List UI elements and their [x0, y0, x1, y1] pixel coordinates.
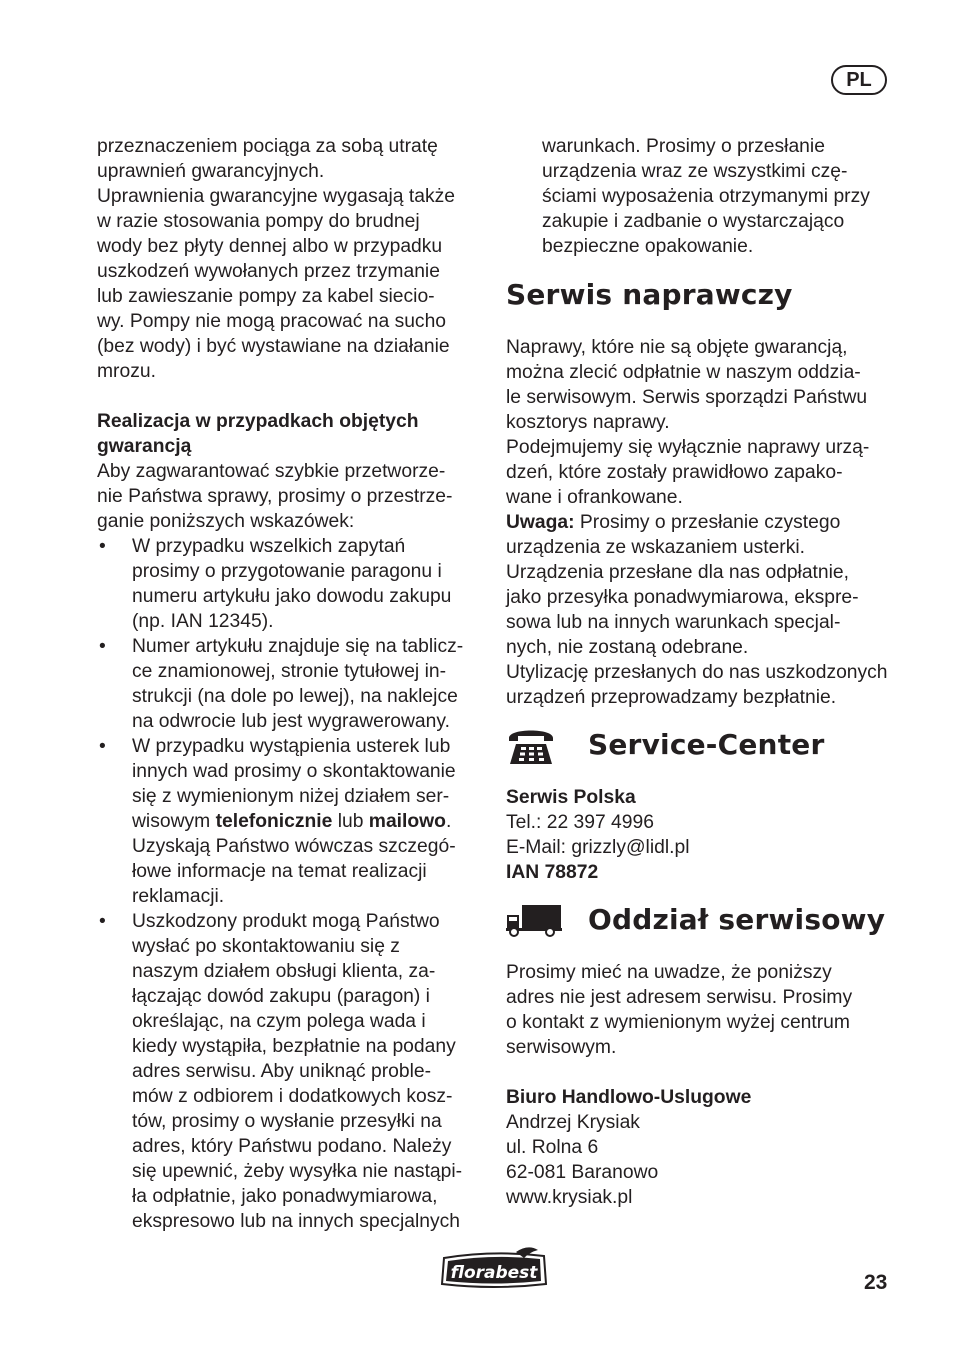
list-item-text: Numer artykułu znajduje się na tablicz- ce znamionowej, stronie tytułowej in- strukcji (na dole po lewej), na naklejce na odwrocie lub jest wygrawerowany. [132, 636, 464, 732]
service-center-title: Service-Center [588, 728, 825, 761]
service-center-heading [506, 723, 825, 767]
phone-emphasis: telefonicznie [215, 811, 333, 832]
logo-text: florabest [450, 1263, 538, 1283]
branch-city: 62-081 Baranowo [506, 1162, 659, 1183]
list-item [97, 909, 489, 1234]
service-center-contact [506, 785, 896, 885]
repair-service-title: Serwis naprawczy [506, 278, 793, 311]
branch-heading [506, 898, 886, 942]
list-item [97, 534, 489, 634]
branch-website: www.krysiak.pl [506, 1187, 633, 1208]
truck-icon [506, 903, 562, 937]
branch-section [506, 960, 896, 1210]
branch-street: ul. Rolna 6 [506, 1137, 599, 1158]
continuation-text: warunkach. Prosimy o przesłanie urządzenia wraz ze wszystkimi czę- ściami wyposażenia otrzymanymi przy zakupie i zadbanie o wystarczająco bezpieczne opakowanie. [542, 136, 870, 257]
repair-service-text: Naprawy, które nie są objęte gwarancją, można zlecić odpłatnie w naszym oddzia- le serwisowym. Serwis sporządzi Państwu kosztorys naprawy. Podejmujemy się wyłącznie naprawy urzą- dzeń, które zostały prawidłowo zapako- wane i ofrankowane. [506, 337, 870, 508]
list-item [97, 734, 489, 909]
list-item-text: W przypadku wystąpienia usterek lub innych wad prosimy o skontaktowanie się z wymienionym niżej działem ser- wisowym [132, 736, 456, 832]
page-number: 23 [864, 1271, 888, 1294]
list-item-text: lub [332, 811, 369, 832]
note-label: Uwaga: [506, 512, 575, 533]
branch-name: Biuro Handlowo-Uslugowe [506, 1087, 752, 1108]
branch-person: Andrzej Krysiak [506, 1112, 640, 1133]
right-column [506, 134, 896, 259]
bullet-icon: • [99, 536, 106, 557]
list-item-text: Uszkodzony produkt mogą Państwo wysłać po skontaktowaniu się z naszym działem obsługi klienta, za- łączając dowód zakupu (paragon) i określając, na czym polega wada i kiedy wystąpiła, bezpłatnie na podany adres serwisu. Aby uniknąć proble- mów z odbiorem i dodatkowych kosz- tów, prosimy o wysłanie przesyłki na adres, który Państwu podano. Należy się upewnić, żeby wysyłka nie nastąpi- ła odpłatnie, jako ponadwymiarowa, ekspresowo lub na innych specjalnych [132, 911, 463, 1232]
service-ian: IAN 78872 [506, 862, 599, 883]
list-item-text: W przypadku wszelkich zapytań prosimy o przygotowanie paragonu i numeru artykułu jako dowodu zakupu (np. IAN 12345). [132, 536, 452, 632]
warranty-intro-text: przeznaczeniem pociąga za sobą utratę uprawnień gwarancyjnych. Uprawnienia gwarancyjne wygasają także w razie stosowania pompy do brudnej wody bez płyty dennej albo w przypadku uszkodzeń wywołanych przez trzymanie lub zawieszanie pompy za kabel siecio- wy. Pompy nie mogą pracować na sucho (bez wody) i być wystawiane na działanie mrozu. [97, 136, 455, 382]
bullet-icon: • [99, 636, 106, 657]
bullet-icon: • [99, 911, 106, 932]
warranty-instructions-list [97, 534, 489, 1234]
repair-note [506, 510, 896, 710]
warranty-procedure-intro: Aby zagwarantować szybkie przetworze- nie Państwa sprawy, prosimy o przestrze- ganie poniższych wskazówek: [97, 461, 453, 532]
service-name: Serwis Polska [506, 787, 636, 808]
telephone-icon [506, 724, 556, 766]
left-column [97, 134, 489, 1234]
florabest-logo [438, 1246, 550, 1288]
list-item-text: . Uzyskają Państwo wówczas szczegó- łowe informacje na temat realizacji reklamacji. [132, 811, 456, 907]
language-badge: PL [831, 65, 887, 95]
repair-service-section [506, 335, 896, 710]
bullet-icon: • [99, 736, 106, 757]
branch-title: Oddział serwisowy [588, 903, 886, 936]
service-email: E-Mail: grizzly@lidl.pl [506, 837, 690, 858]
note-text: Prosimy o przesłanie czystego urządzenia ze wskazaniem usterki. Urządzenia przesłane dla nas odpłatnie, jako przesyłka ponadwymiarowa, ekspre- sowa lub na innych warunkach specjal- nych, nie zostaną odebrane. Utylizację przesłanych do nas uszkodzonych urządzeń przeprowadzamy bezpłatnie. [506, 512, 888, 708]
email-emphasis: mailowo [368, 811, 446, 832]
service-phone: Tel.: 22 397 4996 [506, 812, 654, 833]
list-item [97, 634, 489, 734]
branch-text: Prosimy mieć na uwadze, że poniższy adres nie jest adresem serwisu. Prosimy o kontakt z wymienionym wyżej centrum serwisowym. [506, 962, 853, 1058]
warranty-procedure-heading: Realizacja w przypadkach objętych gwarancją [97, 411, 419, 457]
